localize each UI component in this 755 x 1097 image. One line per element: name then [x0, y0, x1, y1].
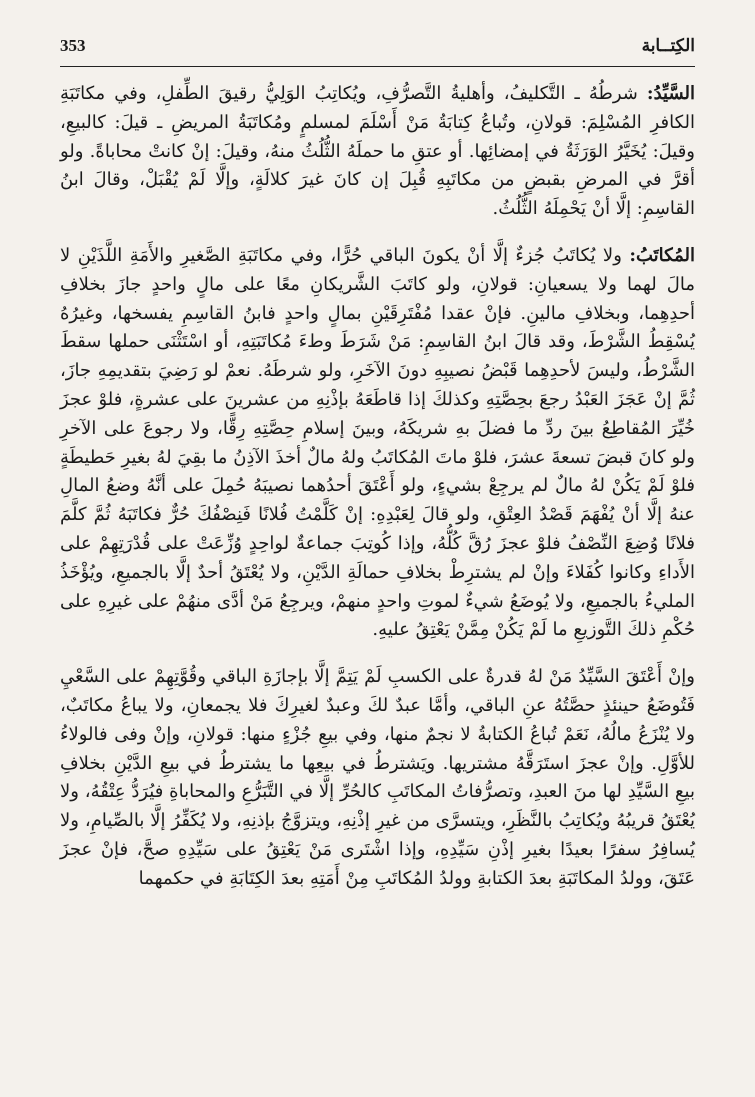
entry-term: السَّيِّدُ: — [646, 83, 695, 104]
header-rule — [60, 66, 695, 67]
entry-text: شرطُهُ ـ التَّكليفُ، وأهليةُ التَّصرُّفِ، ويُكاتِبُ الوَلِيُّ رقيقَ الطِّفلِ، وفي مكاتَبَةِ الكافرِ المُسْلِمَ: قولانِ، وتُباعُ كِتابَةُ مَنْ أَسْلَمَ لمسلمٍ ومُكاتَبَةُ المريضِ ـ قيلَ: كالبيعِ، وقيلَ: يُخَيَّرُ الوَرَثَةُ في إمضائِها. أو عتقِ ما حملَهُ الثُّلُثُ منهُ، وقيلَ: إنْ كانتْ محاباةً. ولو أقرَّ في المرضِ بقبضٍ من مكاتَبِهِ قُبِلَ إن كانَ غيرَ كلالَةٍ، وإلَّا لَمْ يُقْبَلْ، وقالَ ابنُ القاسِمِ: إلَّا أنْ يَحْمِلَهُ الثُّلُثُ. — [60, 83, 695, 220]
page-header — [60, 28, 695, 64]
entry-term: المُكاتَبُ: — [629, 244, 695, 266]
entry-text: ولا يُكاتَبُ جُزءٌ إلَّا أنْ يكونَ الباقي حُرًّا، وفي مكاتَبَةِ الصَّغيرِ والأَمَةِ اللَّذَيْنِ لا مالَ لهما ولا يسعيانِ: قولانِ، ولو كاتَبَ الشَّريكانِ معًا على مالٍ واحدٍ جازَ بخلافِ أحدِهِما، وبخلافِ مالينِ. فإنْ عقدا مُفْتَرِقَيْنِ بمالٍ واحدٍ فابنُ القاسِمِ يفسخها، وغيرُهُ يُسْقِطُ الشَّرْطَ، وقد قالَ ابنُ القاسِمِ: مَنْ شَرَطَ وطءَ مُكاتَبَتِهِ، أو اسْتَثْنَى حملها سقطَ الشَّرْطُ، وليسَ لأحدِهِما قَبْضُ نصيبِهِ دونَ الآخَرِ، ولو شرطَهُ. نعمْ لو رَضِيَ بتقديمِهِ جازَ، ثُمَّ إنْ عَجَزَ العَبْدُ رجعَ بحِصَّتِهِ وكذلكَ إذا قاطَعَهُ بإذْنِهِ من عشرينَ على عشرةٍ، فلوْ عجزَ خُيِّرَ المُقاطِعُ بينَ ردِّ ما فضلَ بهِ شريكَهُ، وبينَ إسلامِ حِصَّتِهِ رِقًّا، ولا رجوعَ على الآخرِ ولو كانَ قبضَ تسعةَ عشرَ، فلوْ ماتَ المُكاتَبُ ولهُ مالٌ أخذَ الآذِنُ ما بقِيَ لهُ بغيرِ حَطيطَةٍ فلوْ لَمْ يَكُنْ لهُ مالٌ لم يرجِعْ بشيءٍ، ولو أَعْتَقَ أحدُهما نصيبَهُ حُمِلَ على أنَّهُ وضعُ المالِ عنهُ إلَّا أنْ يُفْهَمَ قَصْدُ العِتْقِ، ولو قالَ لِعَبْدِهِ: إنْ كَلَّمْتُ فُلانًا فَنِصْفُكَ حُرٌّ فكاتَبَهُ ثُمَّ كلَّمَ فلانًا وُضِعَ النِّصْفُ فلوْ عجزَ رُقَّ كُلُّهُ، وإذا كُوتِبَ جماعةٌ لواحِدٍ وُزِّعَتْ على قُدْرَتِهِمْ على الأَداءِ وكانوا كُفَلاءَ وإنْ لم يشترِطْ بخلافِ حمالَةِ الدَّيْنِ، ولا يُعْتَقُ أحدٌ إلَّا بالجميعِ، ويُؤْخَذُ المليءُ بالجميعِ، ولا يُوضَعُ شيءٌ لموتِ واحدٍ منهمْ، ويرجِعُ مَنْ أدَّى منهُمْ على غيرِهِ على حُكْمِ ذلكَ التَّوزيعِ ما لَمْ يَكُنْ مِمَّنْ يَعْتِقُ عليهِ. — [60, 244, 695, 641]
running-title: الكِتــابة — [641, 36, 695, 56]
entry-mukatab — [60, 242, 695, 645]
page-number: 353 — [60, 36, 86, 55]
page-body — [60, 80, 695, 1077]
body-paragraph: وإنْ أَعْتَقَ السَّيِّدُ مَنْ لهُ قدرةٌ على الكسبِ لَمْ يَتِمَّ إلَّا بإجازَةِ الباقي وقُوَّتِهِمْ على السَّعْيِ فَتُوضَعُ حينئذٍ حصَّتُهُ عنِ الباقي، وأمَّا عبدٌ لكَ وعبدٌ لغيرِكَ فلا يجمعانِ، ولا يباعُ مكاتَبٌ، ولا يُنْزَعُ مالُهُ، نَعَمْ تُباعُ الكتابةُ لا نجمٌ منها، وفي بيعِ جُزْءٍ منها: قولانِ، وإنْ وفى فالولاءُ للأوَّلِ. وإنْ عجزَ استَرَقَّهُ مشتريها. ويَشترطُ في بيعِها ما يشترطُ في بيعِ الدَّيْنِ بخلافِ بيعِ السَّيِّدِ لها منَ العبدِ، وتصرُّفاتُ المكاتَبِ كالحُرِّ إلَّا في التَّبَرُّعِ والمحاباةِ فيُرَدُّ عِتْقُهُ، ولا يُعْتَقُ قريبُهُ ويُكاتِبُ بالنَّظَرِ، ويتسرَّى من غيرِ إذْنِهِ، ويتزوَّجُ بإذنِهِ، ولا يُكَفِّرُ إلَّا بالصِّيامِ، ولا يُسافِرُ سفرًا بعيدًا بغيرِ إذْنِ سَيِّدِهِ، وإذا اشْتَرى مَنْ يَعْتِقُ على سَيِّدِهِ صحَّ، فإنْ عجزَ عَتَقَ، وولدُ المكاتَبَةِ بعدَ الكتابةِ وولدُ المُكاتَبِ مِنْ أَمَتِهِ بعدَ الكِتَابَةِ في حكمهما — [60, 666, 695, 889]
entry-sayyid — [60, 80, 695, 224]
